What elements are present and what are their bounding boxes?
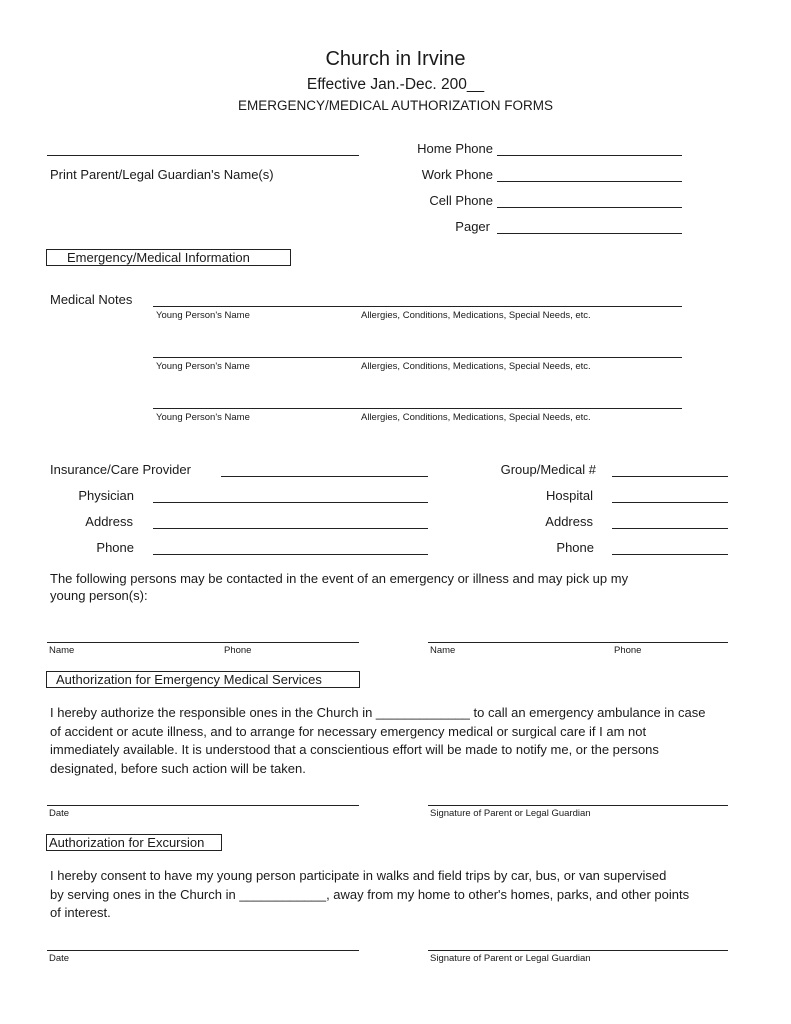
excursion-text-line: I hereby consent to have my young person participate in walks and field trips by car, bus, or van supervised [50, 868, 667, 883]
allergies-caption: Allergies, Conditions, Medications, Special Needs, etc. [361, 412, 591, 423]
group-medical-number-label: Group/Medical # [500, 462, 596, 477]
allergies-caption: Allergies, Conditions, Medications, Special Needs, etc. [361, 361, 591, 372]
physician-address-label: Address [85, 514, 133, 529]
young-person-name-caption: Young Person's Name [156, 310, 250, 321]
excursion-signature-caption: Signature of Parent or Legal Guardian [430, 953, 591, 964]
pager-label: Pager [455, 219, 490, 234]
form-title: Church in Irvine [325, 48, 466, 70]
contact-2-name-caption: Name [430, 645, 456, 656]
physician-field[interactable] [153, 502, 428, 503]
physician-address-field[interactable] [153, 528, 428, 529]
cell-phone-field[interactable] [497, 207, 682, 208]
ems-date-caption: Date [49, 808, 70, 819]
excursion-date-caption: Date [49, 953, 70, 964]
allergies-caption: Allergies, Conditions, Medications, Special Needs, etc. [361, 310, 591, 321]
ems-text-line: immediately available. It is understood that a conscientious effort will be made to notify me, or the persons [50, 742, 659, 757]
excursion-authorization-text [50, 867, 689, 923]
guardian-name-line[interactable] [47, 155, 359, 156]
form-subtitle: EMERGENCY/MEDICAL AUTHORIZATION FORMS [237, 98, 554, 113]
insurance-provider-field[interactable] [221, 476, 428, 477]
contact-1-name-caption: Name [49, 645, 75, 656]
group-medical-number-field[interactable] [612, 476, 728, 477]
physician-phone-label: Phone [96, 540, 134, 555]
contact-1-phone-caption: Phone [224, 645, 252, 656]
home-phone-field[interactable] [497, 155, 682, 156]
work-phone-label: Work Phone [421, 167, 493, 182]
excursion-signature-line[interactable] [428, 950, 728, 951]
medical-notes-label: Medical Notes [50, 292, 133, 307]
contact-2-phone-caption: Phone [614, 645, 642, 656]
contact-1-line[interactable] [47, 642, 359, 643]
hospital-label: Hospital [546, 488, 593, 503]
young-person-name-caption: Young Person's Name [156, 361, 250, 372]
excursion-date-line[interactable] [47, 950, 359, 951]
home-phone-label: Home Phone [417, 141, 493, 156]
contact-2-line[interactable] [428, 642, 728, 643]
physician-phone-field[interactable] [153, 554, 428, 555]
young-person-name-caption: Young Person's Name [156, 412, 250, 423]
hospital-address-field[interactable] [612, 528, 728, 529]
work-phone-field[interactable] [497, 181, 682, 182]
section-heading-emergency-medical: Emergency/Medical Information [46, 249, 291, 266]
effective-date: Effective Jan.-Dec. 200__ [306, 76, 485, 93]
physician-label: Physician [78, 488, 134, 503]
ems-text-line: designated, before such action will be taken. [50, 760, 306, 776]
hospital-field[interactable] [612, 502, 728, 503]
ems-text-line: I hereby authorize the responsible ones in the Church in _____________ to call an emergency ambulance in case [50, 705, 706, 720]
contacts-instructions-line-2: young person(s): [50, 588, 148, 603]
ems-authorization-text [50, 704, 705, 778]
hospital-phone-field[interactable] [612, 554, 728, 555]
insurance-provider-label: Insurance/Care Provider [50, 462, 191, 477]
cell-phone-label: Cell Phone [429, 193, 493, 208]
ems-text-line: of accident or acute illness, and to arrange for necessary emergency medical or surgical care if I am not [50, 723, 647, 739]
excursion-text-line: by serving ones in the Church in ____________, away from my home to other's homes, parks, and other points [50, 886, 690, 902]
medical-notes-row-3-line[interactable] [153, 408, 682, 409]
excursion-text-line: of interest. [50, 905, 111, 920]
ems-signature-caption: Signature of Parent or Legal Guardian [430, 808, 591, 819]
pager-field[interactable] [497, 233, 682, 234]
medical-notes-row-2-line[interactable] [153, 357, 682, 358]
contacts-instructions-line-1: The following persons may be contacted in the event of an emergency or illness and may pick up my [50, 571, 629, 586]
hospital-phone-label: Phone [556, 540, 594, 555]
section-heading-ems-authorization: Authorization for Emergency Medical Services [46, 671, 360, 688]
ems-date-line[interactable] [47, 805, 359, 806]
medical-notes-row-1-line[interactable] [153, 306, 682, 307]
guardian-name-label: Print Parent/Legal Guardian's Name(s) [50, 167, 274, 182]
hospital-address-label: Address [545, 514, 593, 529]
section-heading-excursion-authorization: Authorization for Excursion [46, 834, 222, 851]
ems-signature-line[interactable] [428, 805, 728, 806]
